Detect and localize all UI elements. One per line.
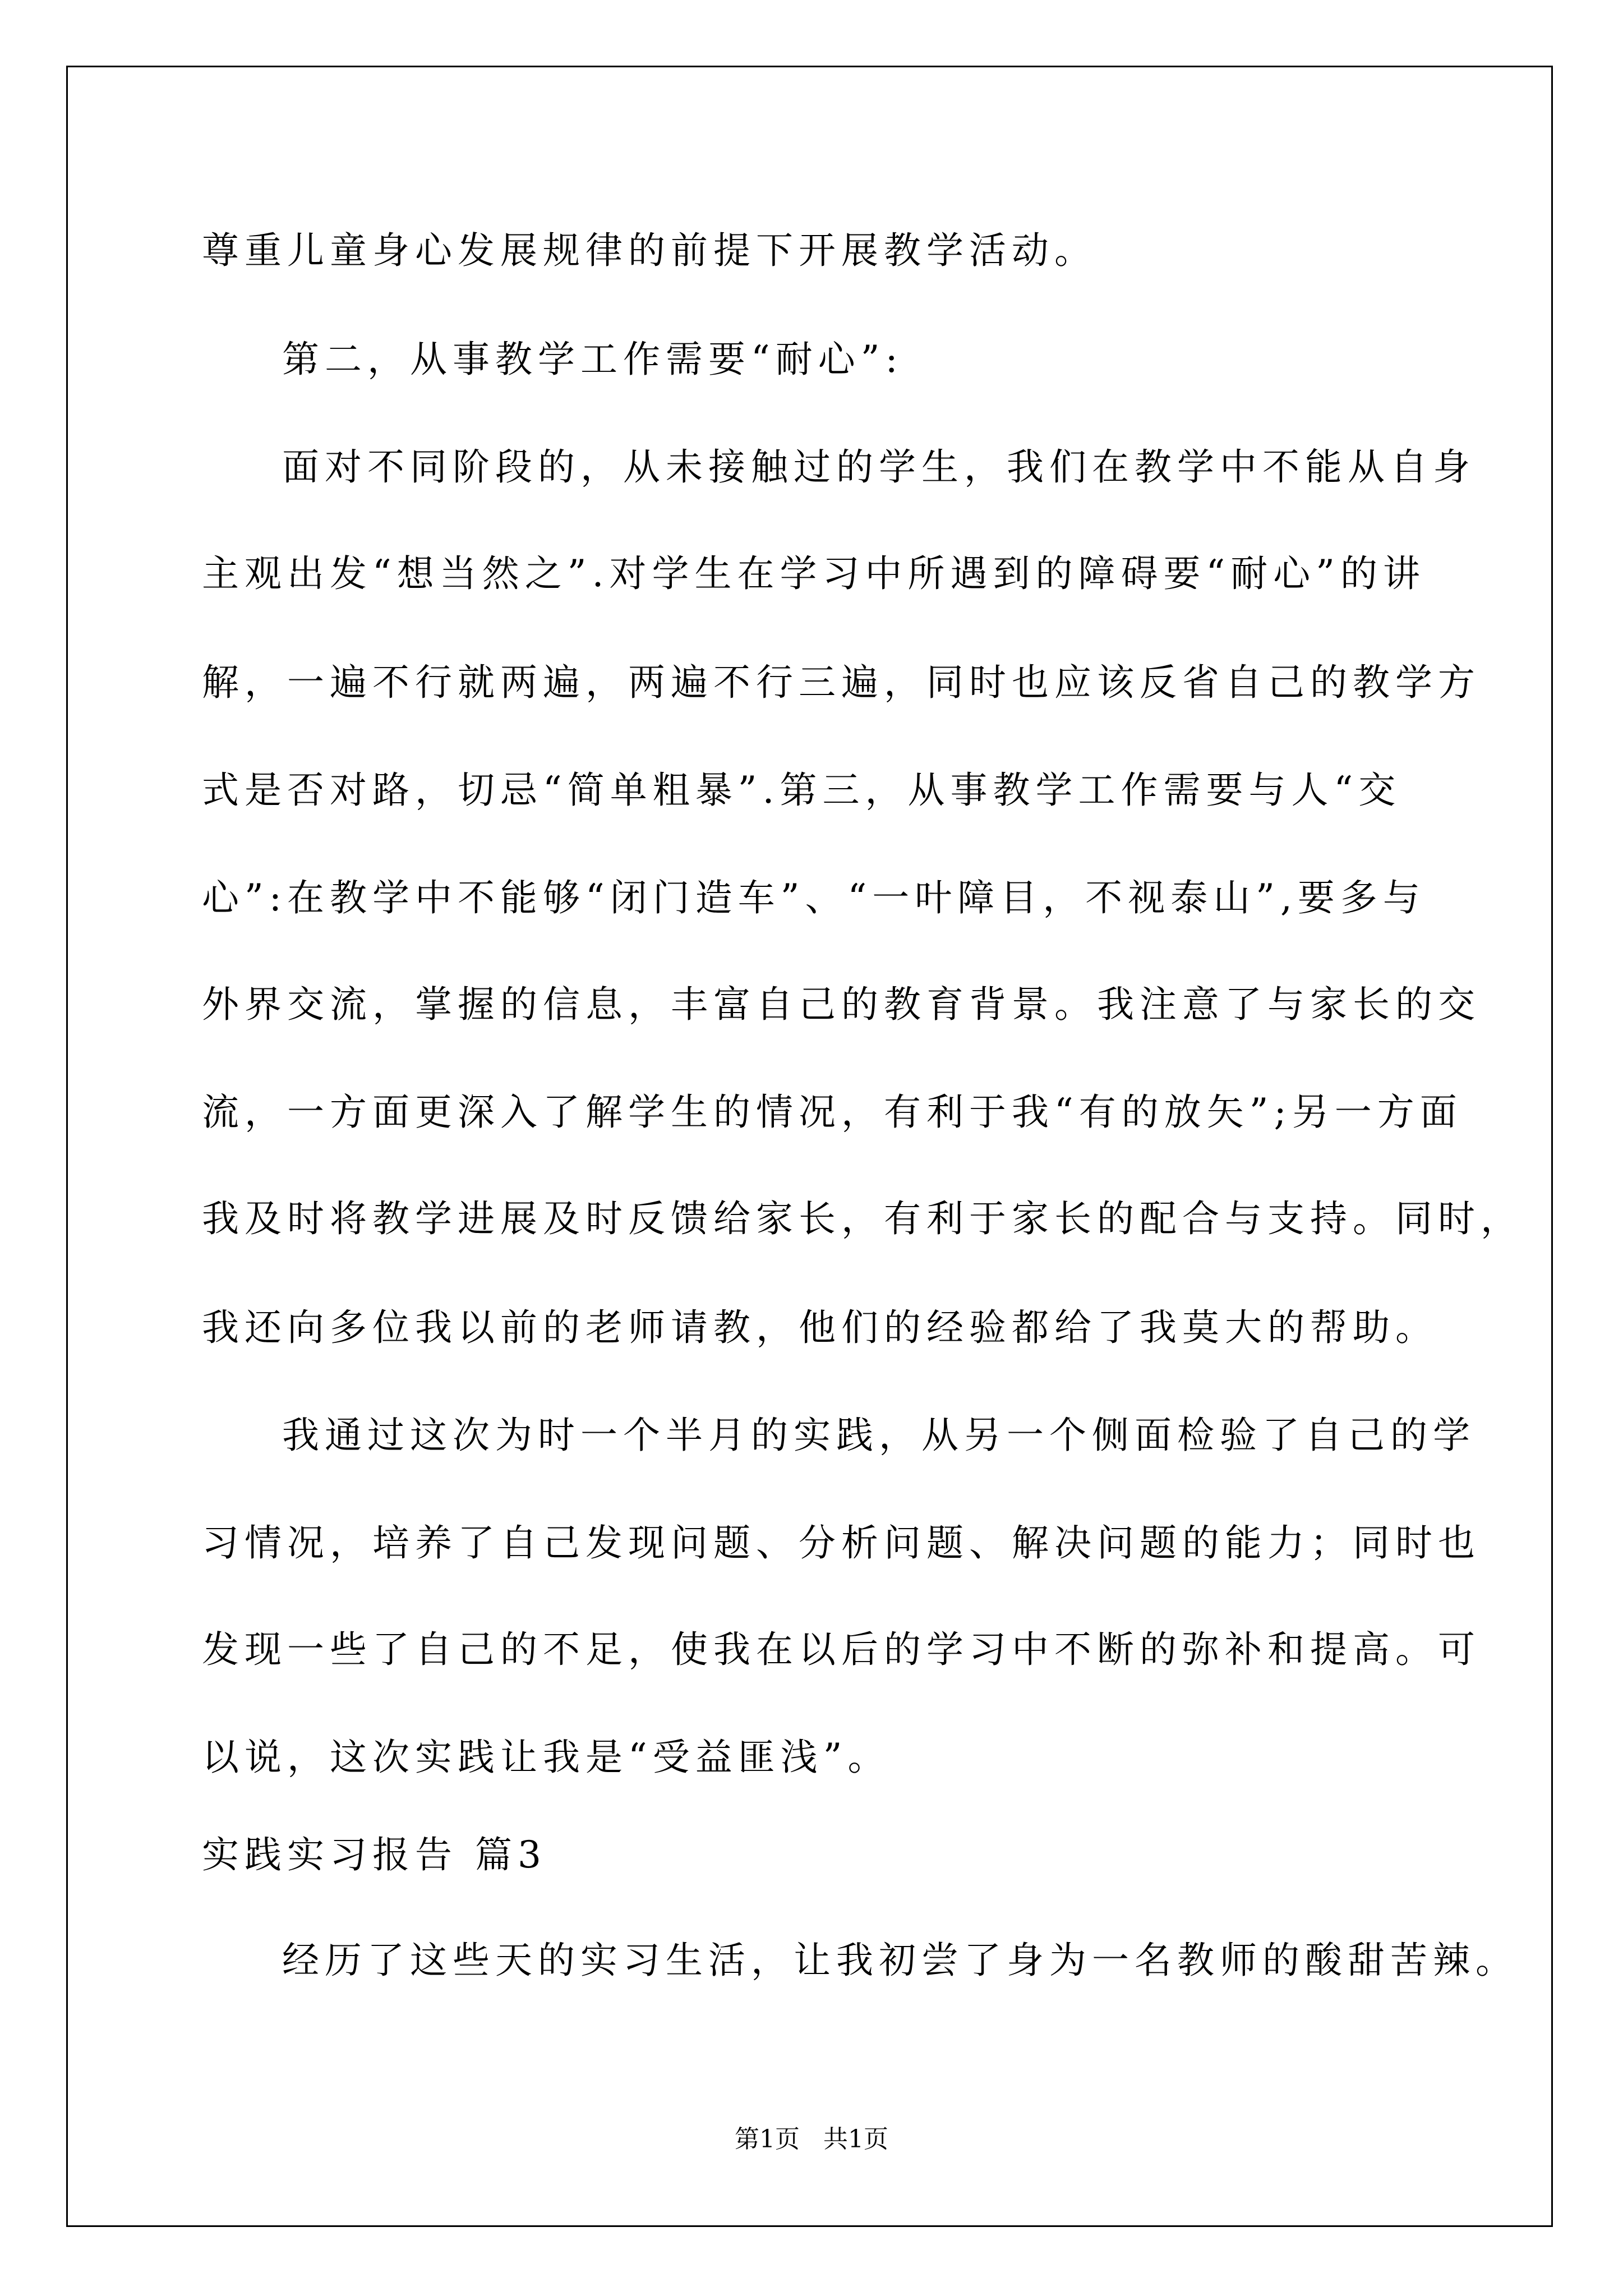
text-line: 习情况，培养了自己发现问题、分析问题、解决问题的能力；同时也 [202,1521,1481,1565]
text-line: 尊重儿童身心发展规律的前提下开展教学活动。 [202,229,1097,272]
section-heading: 实践实习报告 篇3 [202,1833,547,1876]
page-footer: 第1页 共1页 [735,2125,888,2154]
page-border [66,66,1553,2227]
text-line: 我还向多位我以前的老师请教，他们的经验都给了我莫大的帮助。 [202,1306,1438,1349]
text-line: 发现一些了自己的不足，使我在以后的学习中不断的弥补和提高。可 [202,1628,1481,1671]
text-line: 以说，这次实践让我是“受益匪浅”。 [202,1736,891,1779]
text-line: 我通过这次为时一个半月的实践，从另一个侧面检验了自己的学 [282,1414,1476,1457]
text-line: 经历了这些天的实习生活，让我初尝了身为一名教师的酸甜苦辣。 [282,1939,1518,1982]
text-line: 外界交流，掌握的信息，丰富自己的教育背景。我注意了与家长的交 [202,983,1481,1026]
text-line: 主观出发“想当然之”.对学生在学习中所遇到的障碍要“耐心”的讲 [202,552,1426,595]
text-line: 面对不同阶段的，从未接触过的学生，我们在教学中不能从自身 [282,445,1476,489]
text-line: 心”:在教学中不能够“闭门造车”、“一叶障目，不视泰山”,要多与 [202,876,1426,919]
text-line: 第二，从事教学工作需要“耐心”: [282,338,903,381]
text-line: 解，一遍不行就两遍，两遍不行三遍，同时也应该反省自己的教学方 [202,661,1481,704]
text-line: 我及时将教学进展及时反馈给家长，有利于家长的配合与支持。同时， [202,1197,1523,1240]
text-line: 流，一方面更深入了解学生的情况，有利于我“有的放矢”;另一方面 [202,1091,1463,1134]
text-line: 式是否对路，切忌“简单粗暴”.第三，从事教学工作需要与人“交 [202,769,1401,812]
